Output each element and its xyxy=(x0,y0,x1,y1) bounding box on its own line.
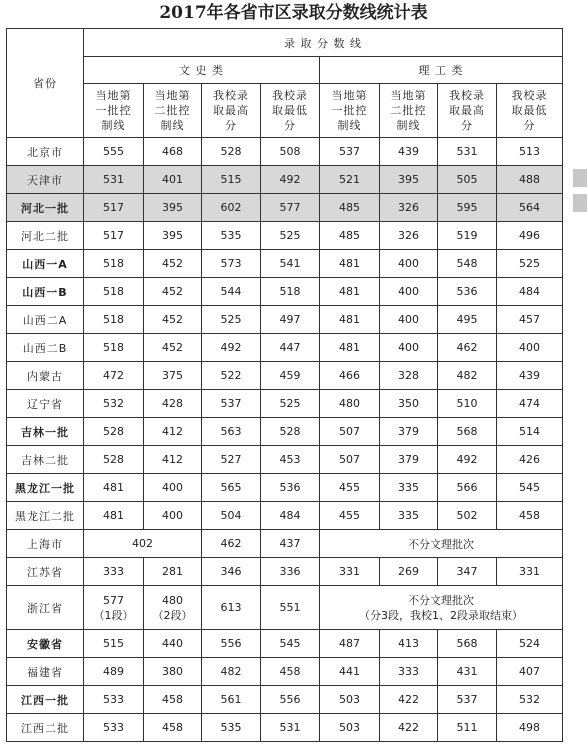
score-cell: 452 xyxy=(144,278,202,306)
score-cell: 531 xyxy=(261,714,320,742)
cell-text-line: 分 xyxy=(461,119,473,132)
score-cell: 481 xyxy=(84,474,144,502)
score-cell: 533 xyxy=(84,686,144,714)
score-cell: 458 xyxy=(261,658,320,686)
score-cell xyxy=(144,586,202,630)
score-cell: 462 xyxy=(202,530,261,558)
score-cell: 521 xyxy=(320,166,380,194)
score-cell: 541 xyxy=(261,250,320,278)
table-row xyxy=(7,334,563,362)
province-cell: 黑龙江二批 xyxy=(7,502,84,530)
score-cell: 269 xyxy=(380,558,438,586)
cell-text-line: 取最高 xyxy=(449,104,485,117)
province-cell: 山西二B xyxy=(7,334,84,362)
table-row xyxy=(7,306,563,334)
score-cell: 412 xyxy=(144,446,202,474)
cell-text-line: 当地第 xyxy=(331,89,368,102)
page-title: 2017年各省市区录取分数线统计表 xyxy=(159,3,428,23)
score-cell: 347 xyxy=(438,558,497,586)
cell-text-line: 577 xyxy=(103,593,124,607)
page-edge-marker xyxy=(573,169,587,187)
admission-header: 录 取 分 数 线 xyxy=(84,29,563,57)
score-cell: 531 xyxy=(438,138,497,166)
score-cell: 497 xyxy=(261,306,320,334)
score-cell: 505 xyxy=(438,166,497,194)
score-cell: 602 xyxy=(202,194,261,222)
score-cell: 551 xyxy=(261,586,320,630)
province-cell: 浙江省 xyxy=(7,586,84,630)
score-cell: 452 xyxy=(144,306,202,334)
table-row xyxy=(7,658,563,686)
score-cell: 563 xyxy=(202,418,261,446)
cell-text-line: 不分文理批次 xyxy=(408,593,474,607)
column-header xyxy=(320,84,380,138)
column-header xyxy=(202,84,261,138)
score-cell: 484 xyxy=(497,278,563,306)
score-cell: 517 xyxy=(84,194,144,222)
table-row xyxy=(7,558,563,586)
cell-text-line: 当地第 xyxy=(154,89,191,102)
score-cell: 525 xyxy=(497,250,563,278)
score-cell: 532 xyxy=(497,686,563,714)
cell-text-line: 480 xyxy=(162,593,183,607)
score-cell: 528 xyxy=(84,418,144,446)
score-cell: 379 xyxy=(380,446,438,474)
score-cell: 513 xyxy=(497,138,563,166)
province-cell: 山西一A xyxy=(7,250,84,278)
column-header xyxy=(497,84,563,138)
province-cell: 河北一批 xyxy=(7,194,84,222)
score-cell: 492 xyxy=(202,334,261,362)
score-cell: 528 xyxy=(261,418,320,446)
note-cell: 不分文理批次 xyxy=(320,530,563,558)
cell-text-line: （分3段，我校1、2段录取结束） xyxy=(359,608,523,622)
score-cell: 514 xyxy=(497,418,563,446)
score-cell: 507 xyxy=(320,446,380,474)
score-cell: 508 xyxy=(261,138,320,166)
score-cell: 556 xyxy=(261,686,320,714)
column-header xyxy=(261,84,320,138)
score-cell: 458 xyxy=(144,686,202,714)
score-cell: 379 xyxy=(380,418,438,446)
score-cell: 482 xyxy=(438,362,497,390)
score-cell: 400 xyxy=(144,474,202,502)
score-cell: 431 xyxy=(438,658,497,686)
score-cell: 466 xyxy=(320,362,380,390)
score-cell: 336 xyxy=(261,558,320,586)
cell-text-line: 取最低 xyxy=(511,104,548,117)
province-cell: 天津市 xyxy=(7,166,84,194)
score-cell: 525 xyxy=(202,306,261,334)
score-cell: 511 xyxy=(438,714,497,742)
page-edge-marker xyxy=(573,194,587,212)
cell-text-line: 制线 xyxy=(396,119,421,132)
table-row xyxy=(7,686,563,714)
column-header xyxy=(144,84,202,138)
column-header xyxy=(438,84,497,138)
score-cell: 459 xyxy=(261,362,320,390)
score-cell: 474 xyxy=(497,390,563,418)
score-cell: 350 xyxy=(380,390,438,418)
score-cell: 524 xyxy=(497,630,563,658)
score-cell: 537 xyxy=(320,138,380,166)
province-cell: 黑龙江一批 xyxy=(7,474,84,502)
score-cell: 573 xyxy=(202,250,261,278)
score-cell: 492 xyxy=(438,446,497,474)
province-cell: 安徽省 xyxy=(7,630,84,658)
score-cell: 481 xyxy=(320,334,380,362)
cell-text-line: 制线 xyxy=(337,119,362,132)
score-cell: 528 xyxy=(202,138,261,166)
score-cell: 545 xyxy=(497,474,563,502)
province-cell: 内蒙古 xyxy=(7,362,84,390)
score-cell: 400 xyxy=(497,334,563,362)
score-cell: 452 xyxy=(144,334,202,362)
score-cell: 544 xyxy=(202,278,261,306)
table-row xyxy=(7,530,563,558)
cell-text-line: 一批控 xyxy=(331,104,368,117)
score-cell: 346 xyxy=(202,558,261,586)
score-cell: 495 xyxy=(438,306,497,334)
score-cell: 507 xyxy=(320,418,380,446)
score-cell: 472 xyxy=(84,362,144,390)
province-cell: 吉林一批 xyxy=(7,418,84,446)
score-cell: 422 xyxy=(380,714,438,742)
cell-text-line: 制线 xyxy=(101,119,126,132)
score-cell: 401 xyxy=(144,166,202,194)
cell-text-line: 我校录 xyxy=(449,89,485,102)
province-cell: 江西二批 xyxy=(7,714,84,742)
table-row xyxy=(7,714,563,742)
province-cell: 江西一批 xyxy=(7,686,84,714)
score-cell: 400 xyxy=(380,306,438,334)
score-cell: 522 xyxy=(202,362,261,390)
province-cell: 山西二A xyxy=(7,306,84,334)
score-cell: 518 xyxy=(84,278,144,306)
table-row xyxy=(7,138,563,166)
score-cell: 439 xyxy=(380,138,438,166)
score-cell: 548 xyxy=(438,250,497,278)
score-cell: 561 xyxy=(202,686,261,714)
score-cell: 568 xyxy=(438,630,497,658)
score-cell: 441 xyxy=(320,658,380,686)
province-cell: 福建省 xyxy=(7,658,84,686)
score-cell: 485 xyxy=(320,194,380,222)
cell-text-line: 取最高 xyxy=(213,104,249,117)
score-cell: 566 xyxy=(438,474,497,502)
cell-text-line: 分 xyxy=(225,119,237,132)
score-cell: 485 xyxy=(320,222,380,250)
score-cell: 515 xyxy=(84,630,144,658)
score-cell: 492 xyxy=(261,166,320,194)
score-cell: 453 xyxy=(261,446,320,474)
score-cell: 335 xyxy=(380,502,438,530)
score-cell: 518 xyxy=(84,306,144,334)
score-cell: 517 xyxy=(84,222,144,250)
score-cell: 440 xyxy=(144,630,202,658)
province-cell: 江苏省 xyxy=(7,558,84,586)
score-cell: 527 xyxy=(202,446,261,474)
score-cell: 452 xyxy=(144,250,202,278)
score-cell: 535 xyxy=(202,714,261,742)
score-cell: 407 xyxy=(497,658,563,686)
score-cell: 568 xyxy=(438,418,497,446)
province-header: 省份 xyxy=(7,29,84,138)
province-cell: 河北二批 xyxy=(7,222,84,250)
score-cell: 577 xyxy=(261,194,320,222)
province-cell: 上海市 xyxy=(7,530,84,558)
score-table-body xyxy=(7,29,563,742)
column-header xyxy=(84,84,144,138)
table-row xyxy=(7,502,563,530)
score-cell: 498 xyxy=(497,714,563,742)
score-table xyxy=(6,28,563,742)
score-cell: 525 xyxy=(261,390,320,418)
table-row xyxy=(7,166,563,194)
score-cell: 565 xyxy=(202,474,261,502)
arts-header: 文 史 类 xyxy=(84,57,320,84)
score-cell: 447 xyxy=(261,334,320,362)
score-cell: 518 xyxy=(261,278,320,306)
score-cell: 331 xyxy=(497,558,563,586)
score-cell: 480 xyxy=(320,390,380,418)
table-row xyxy=(7,194,563,222)
cell-text-line: 当地第 xyxy=(390,89,427,102)
score-cell: 503 xyxy=(320,686,380,714)
score-cell: 413 xyxy=(380,630,438,658)
cell-text-line: 制线 xyxy=(160,119,185,132)
score-cell: 458 xyxy=(144,714,202,742)
score-cell: 489 xyxy=(84,658,144,686)
cell-text-line: 一批控 xyxy=(95,104,132,117)
cell-text-line: 分 xyxy=(523,119,536,132)
score-cell: 455 xyxy=(320,502,380,530)
score-cell: 504 xyxy=(202,502,261,530)
table-row xyxy=(7,446,563,474)
score-cell: 402 xyxy=(84,530,202,558)
score-cell: 528 xyxy=(84,446,144,474)
score-cell: 537 xyxy=(202,390,261,418)
table-row xyxy=(7,222,563,250)
score-cell: 556 xyxy=(202,630,261,658)
score-cell: 428 xyxy=(144,390,202,418)
score-cell: 380 xyxy=(144,658,202,686)
score-cell: 531 xyxy=(84,166,144,194)
note-cell xyxy=(320,586,563,630)
score-cell: 481 xyxy=(320,306,380,334)
score-cell: 457 xyxy=(497,306,563,334)
score-cell: 400 xyxy=(144,502,202,530)
table-row xyxy=(7,418,563,446)
score-cell: 481 xyxy=(84,502,144,530)
score-cell: 400 xyxy=(380,250,438,278)
score-cell: 335 xyxy=(380,474,438,502)
score-cell: 482 xyxy=(202,658,261,686)
table-row xyxy=(7,390,563,418)
score-cell: 532 xyxy=(84,390,144,418)
score-cell: 536 xyxy=(261,474,320,502)
score-cell: 481 xyxy=(320,250,380,278)
score-cell: 412 xyxy=(144,418,202,446)
score-cell: 426 xyxy=(497,446,563,474)
score-cell: 333 xyxy=(380,658,438,686)
score-cell: 328 xyxy=(380,362,438,390)
score-cell: 535 xyxy=(202,222,261,250)
science-header: 理 工 类 xyxy=(320,57,563,84)
score-cell: 484 xyxy=(261,502,320,530)
cell-text-line: 二批控 xyxy=(154,104,191,117)
column-header xyxy=(380,84,438,138)
score-cell: 518 xyxy=(84,250,144,278)
table-row xyxy=(7,630,563,658)
table-row xyxy=(7,586,563,630)
score-cell: 595 xyxy=(438,194,497,222)
score-cell xyxy=(84,586,144,630)
score-cell: 510 xyxy=(438,390,497,418)
cell-text-line: （1段） xyxy=(93,608,134,622)
score-cell: 487 xyxy=(320,630,380,658)
cell-text-line: 我校录 xyxy=(511,89,548,102)
score-cell: 326 xyxy=(380,222,438,250)
cell-text-line: 二批控 xyxy=(390,104,427,117)
score-cell: 422 xyxy=(380,686,438,714)
score-cell: 400 xyxy=(380,334,438,362)
score-cell: 533 xyxy=(84,714,144,742)
score-cell: 458 xyxy=(497,502,563,530)
score-cell: 537 xyxy=(438,686,497,714)
cell-text-line: 我校录 xyxy=(213,89,249,102)
score-cell: 503 xyxy=(320,714,380,742)
score-cell: 455 xyxy=(320,474,380,502)
score-cell: 481 xyxy=(320,278,380,306)
table-row xyxy=(7,362,563,390)
score-cell: 536 xyxy=(438,278,497,306)
score-cell: 518 xyxy=(84,334,144,362)
province-cell: 辽宁省 xyxy=(7,390,84,418)
cell-text-line: 分 xyxy=(284,119,296,132)
score-cell: 545 xyxy=(261,630,320,658)
score-cell: 331 xyxy=(320,558,380,586)
province-cell: 北京市 xyxy=(7,138,84,166)
score-cell: 613 xyxy=(202,586,261,630)
score-cell: 395 xyxy=(144,194,202,222)
score-cell: 375 xyxy=(144,362,202,390)
score-cell: 496 xyxy=(497,222,563,250)
cell-text-line: （2段） xyxy=(152,608,193,622)
score-cell: 333 xyxy=(84,558,144,586)
score-cell: 439 xyxy=(497,362,563,390)
score-cell: 395 xyxy=(144,222,202,250)
score-cell: 488 xyxy=(497,166,563,194)
score-cell: 525 xyxy=(261,222,320,250)
province-cell: 山西一B xyxy=(7,278,84,306)
score-cell: 564 xyxy=(497,194,563,222)
score-cell: 281 xyxy=(144,558,202,586)
table-row xyxy=(7,474,563,502)
cell-text-line: 我校录 xyxy=(272,89,308,102)
score-cell: 502 xyxy=(438,502,497,530)
table-row xyxy=(7,278,563,306)
score-cell: 326 xyxy=(380,194,438,222)
score-cell: 468 xyxy=(144,138,202,166)
score-cell: 462 xyxy=(438,334,497,362)
score-cell: 519 xyxy=(438,222,497,250)
score-cell: 555 xyxy=(84,138,144,166)
score-cell: 400 xyxy=(380,278,438,306)
score-cell: 395 xyxy=(380,166,438,194)
cell-text-line: 当地第 xyxy=(95,89,132,102)
cell-text-line: 取最低 xyxy=(272,104,308,117)
table-row xyxy=(7,250,563,278)
score-cell: 515 xyxy=(202,166,261,194)
province-cell: 吉林二批 xyxy=(7,446,84,474)
score-cell: 437 xyxy=(261,530,320,558)
